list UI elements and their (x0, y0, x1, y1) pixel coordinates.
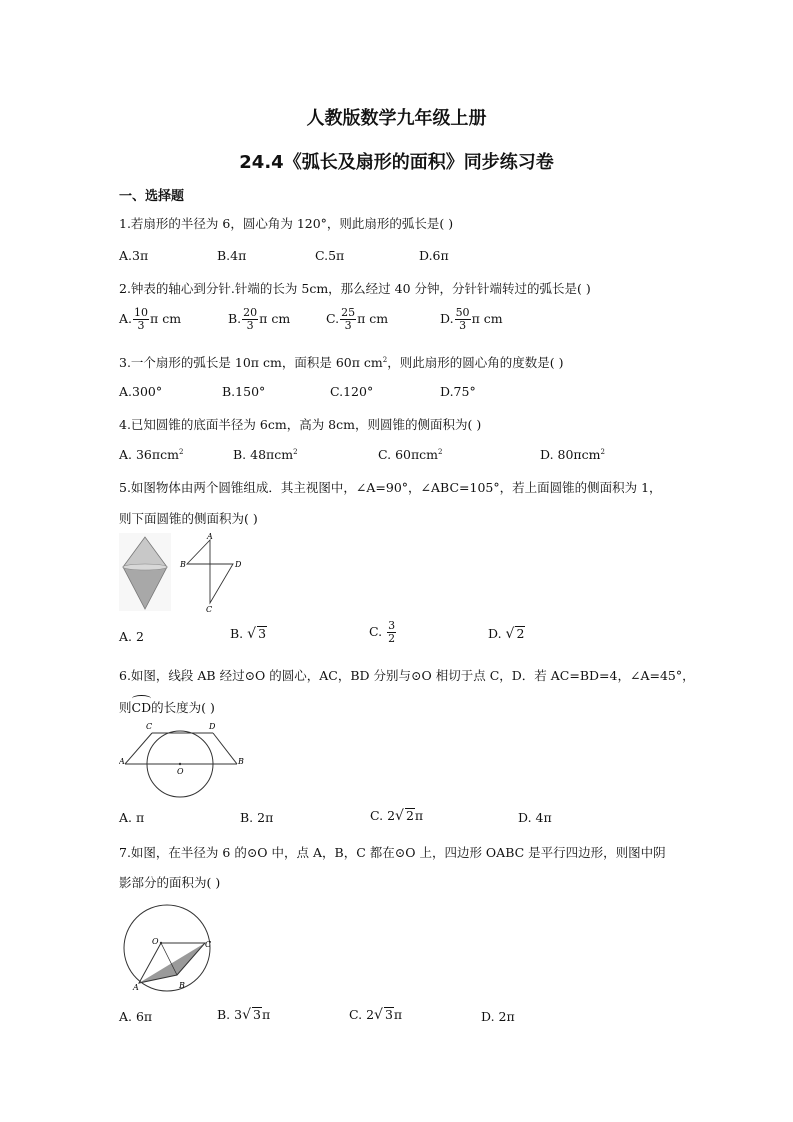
q7-b-suffix: π (261, 1007, 271, 1022)
q3-option-a: A.300° (119, 384, 163, 399)
question-3 (119, 353, 563, 371)
sqrt-icon: √ (374, 1007, 383, 1023)
q5-option-c (369, 620, 397, 645)
sqrt-icon: √ (395, 808, 404, 824)
q5-label-a: A (207, 533, 213, 541)
q5-option-d (488, 626, 525, 642)
q2-d-prefix: D. (440, 311, 454, 326)
q2-a-numerator: 10 (134, 306, 149, 319)
q3-option-c: C.120° (330, 384, 374, 399)
q7-b-radicand: 3 (253, 1007, 261, 1022)
q6-option-a: A. π (119, 810, 145, 825)
q1-option-c: C.5π (315, 248, 345, 263)
q7-label-o: O (152, 937, 159, 946)
q1-option-d: D.6π (419, 248, 449, 263)
question-6-line-2 (119, 697, 215, 716)
q2-c-prefix: C. (326, 311, 340, 326)
sqrt-icon: √ (247, 626, 257, 642)
q6-label-a: A (119, 757, 125, 766)
q5-solid-rim (123, 564, 167, 570)
q2-d-suffix: π cm (471, 311, 503, 326)
q2-b-fraction (242, 307, 258, 332)
q4-option-a (119, 447, 183, 462)
q2-c-fraction (340, 307, 356, 332)
q2-option-c (326, 307, 388, 332)
q4-option-b (233, 447, 298, 462)
q6-c-prefix: C. 2 (370, 808, 396, 823)
q5-c-numerator: 3 (388, 619, 396, 632)
arc-cd: CD (132, 697, 152, 715)
sqrt-icon: √ (242, 1007, 252, 1023)
q3-text-a: 3.一个扇形的弧长是 10π cm，面积是 60π cm (119, 355, 383, 370)
q2-a-prefix: A. (119, 311, 133, 326)
q6-option-d: D. 4π (518, 810, 552, 825)
q4-option-d (540, 447, 605, 462)
q2-option-b (228, 307, 290, 332)
q1-option-b: B.4π (217, 248, 247, 263)
q7-option-a: A. 6π (119, 1009, 153, 1024)
q5-label-b: B (180, 560, 186, 569)
q6-label-b: B (238, 757, 244, 766)
q7-option-b (217, 1007, 270, 1023)
q6-c-suffix: π (414, 808, 424, 823)
q4-b-sup: 2 (293, 447, 298, 456)
q5-b-radicand: 3 (258, 626, 267, 641)
q5-front-view (187, 540, 233, 603)
q4-a-label: A. 36πcm (119, 447, 179, 462)
q7-figure (119, 902, 215, 994)
section-heading: 一、选择题 (119, 189, 185, 204)
q3-option-d: D.75° (440, 384, 476, 399)
q5-option-a: A. 2 (119, 629, 144, 644)
q1-option-a: A.3π (119, 248, 149, 263)
q4-b-label: B. 48πcm (233, 447, 294, 462)
q5-label-c: C (206, 605, 213, 613)
q7-b-prefix: B. 3 (217, 1007, 243, 1022)
q6-tangent-bd (213, 733, 237, 764)
q6-center-point (179, 763, 181, 765)
question-7-line-1: 7.如图，在半径为 6 的⊙O 中，点 A，B，C 都在⊙O 上，四边形 OABC 是平行四边形，则图中阴 (119, 845, 666, 860)
q7-shaded-region (139, 943, 205, 983)
q3-text-sup: 2 (382, 355, 388, 364)
q2-d-fraction (455, 307, 471, 332)
q4-c-label: C. 60πcm (378, 447, 439, 462)
q2-b-numerator: 20 (243, 306, 258, 319)
q6-tangent-ac (125, 733, 152, 764)
q2-c-denominator: 3 (344, 319, 352, 332)
q7-center-point (160, 942, 162, 944)
q7-option-c (349, 1007, 402, 1023)
q7-label-a: A (133, 983, 139, 992)
q2-a-suffix: π cm (150, 311, 182, 326)
doc-title: 人教版数学九年级上册 (306, 108, 487, 129)
q7-label-c: C (205, 940, 212, 949)
q5-figure (119, 533, 244, 613)
q6-figure (119, 717, 247, 801)
q5-label-d: D (235, 560, 242, 569)
q2-b-suffix: π cm (259, 311, 291, 326)
q2-d-numerator: 50 (455, 306, 470, 319)
doc-subtitle: 24.4《弧长及扇形的面积》同步练习卷 (239, 152, 554, 173)
q5-c-denominator: 2 (388, 632, 396, 645)
q5-b-prefix: B. (230, 626, 244, 641)
q7-c-suffix: π (393, 1007, 403, 1022)
q2-b-denominator: 3 (246, 319, 254, 332)
q4-d-sup: 2 (600, 447, 605, 456)
q2-c-suffix: π cm (357, 311, 389, 326)
q6-option-b: B. 2π (240, 810, 274, 825)
q4-c-sup: 2 (438, 447, 443, 456)
q7-c-prefix: C. 2 (349, 1007, 375, 1022)
q5-c-prefix: C. (369, 624, 383, 639)
q6-option-c (370, 808, 423, 824)
q5-option-b (230, 626, 267, 642)
q4-a-sup: 2 (178, 447, 184, 456)
q2-a-denominator: 3 (137, 319, 145, 332)
q7-option-d: D. 2π (481, 1009, 515, 1024)
q6-line2-suffix: 的长度为( ) (151, 700, 215, 715)
q2-b-prefix: B. (228, 311, 242, 326)
q6-c-radicand: 2 (405, 808, 414, 823)
q7-label-b: B (179, 981, 185, 990)
q7-c-radicand: 3 (384, 1007, 393, 1022)
question-4: 4.已知圆锥的底面半径为 6cm，高为 8cm，则圆锥的侧面积为( ) (119, 417, 482, 432)
q4-d-label: D. 80πcm (540, 447, 601, 462)
q6-label-c: C (146, 722, 153, 731)
question-2: 2.钟表的轴心到分针.针端的长为 5cm，那么经过 40 分钟，分针针端转过的弧长是( ) (119, 281, 591, 296)
q3-option-b: B.150° (222, 384, 266, 399)
question-6-line-1: 6.如图，线段 AB 经过⊙O 的圆心，AC，BD 分别与⊙O 相切于点 C，D．若 AC=BD=4，∠A=45°， (119, 668, 695, 683)
q2-option-d (440, 307, 503, 332)
sqrt-icon: √ (505, 626, 515, 642)
q6-label-d: D (209, 722, 216, 731)
question-7-line-2: 影部分的面积为( ) (119, 875, 221, 890)
q2-option-a (119, 307, 181, 332)
q5-d-prefix: D. (488, 626, 502, 641)
q6-line2-prefix: 则 (119, 700, 132, 715)
question-1: 1.若扇形的半径为 6，圆心角为 120°，则此扇形的弧长是( ) (119, 216, 454, 231)
q5-d-radicand: 2 (516, 626, 525, 641)
q2-a-fraction (133, 307, 149, 332)
question-5-line-2: 则下面圆锥的侧面积为( ) (119, 511, 258, 526)
q2-c-numerator: 25 (341, 306, 356, 319)
q5-c-fraction (387, 620, 396, 645)
question-5-line-1: 5.如图物体由两个圆锥组成．其主视图中，∠A=90°，∠ABC=105°，若上面圆锥的侧面积为 1， (119, 480, 662, 495)
q2-d-denominator: 3 (459, 319, 467, 332)
q6-label-o: O (177, 767, 184, 776)
q3-text-b: ，则此扇形的圆心角的度数是( ) (387, 355, 564, 370)
q4-option-c (378, 447, 443, 462)
